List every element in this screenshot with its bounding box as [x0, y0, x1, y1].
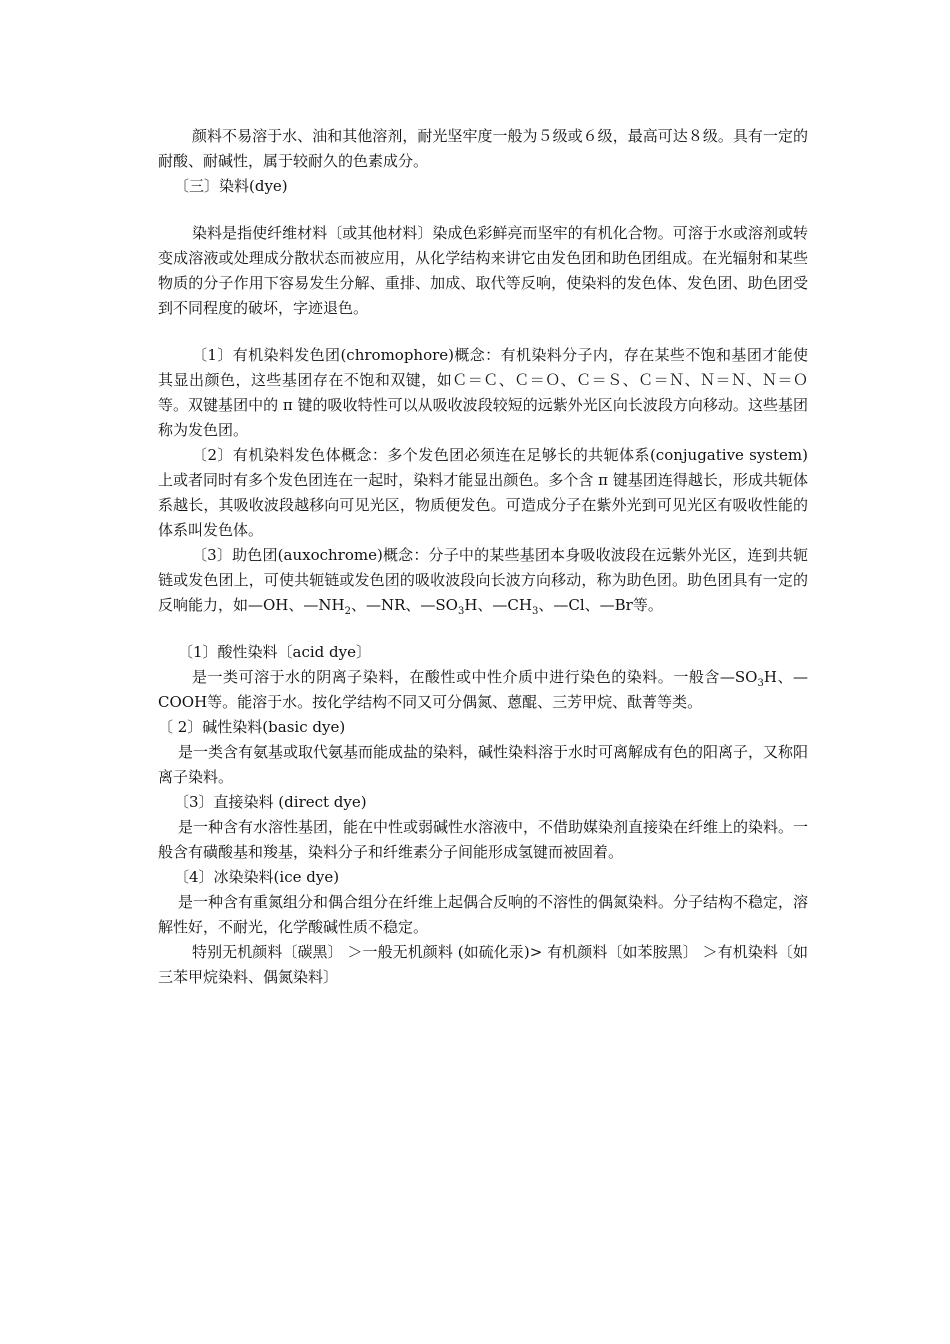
dye-paragraph: 染料是指使纤维材料〔或其他材料〕染成色彩鲜亮而坚牢的有机化合物。可溶于水或溶剂或转变成溶液或处理成分散状态而被应用，从化学结构来讲它由发色团和助色团组成。在光辐射和某些物质的分子作用下容易发生分解、重排、加成、取代等反响，使染料的发色体、发色团、助色团受到不同程度的破坏，字迹退色。 [158, 224, 808, 317]
chromophore-paragraph: 〔1〕有机染料发色团(chromophore)概念：有机染料分子内，存在某些不饱和基团才能使其显出颜色，这些基团存在不饱和双键，如Ｃ＝Ｃ、Ｃ＝Ｏ、Ｃ＝Ｓ、Ｃ＝Ｎ、Ｎ＝Ｎ、Ｎ＝Ｏ等。双键基团中的 π 键的吸收特性可以从吸收波段较短的远紫外光区向长波段方向移动。这些基团称为发色团。 [158, 346, 808, 439]
basic-dye-heading: 〔 2〕碱性染料(basic dye) [158, 718, 346, 736]
basic-dye-paragraph: 是一类含有氨基或取代氨基而能成盐的染料，碱性染料溶于水时可离解成有色的阳离子，又称阳离子染料。 [158, 743, 809, 786]
comparison-paragraph: 特别无机颜料〔碳黑〕 ＞一般无机颜料 (如硫化汞)> 有机颜料〔如苯胺黑〕 ＞有机染料〔如三苯甲烷染料、偶氮染料〕 [158, 943, 808, 986]
acid-dye-heading: 〔1〕酸性染料〔acid dye〕 [178, 643, 372, 661]
acid-subscript: 3 [757, 678, 764, 689]
acid-text-b: H、—COOH等。能溶于水。按化学结构不同又可分偶氮、蒽醌、三芳甲烷、酞菁等类。 [158, 668, 808, 711]
ice-dye-heading: 〔4〕冰染染料(ice dye) [174, 868, 340, 886]
direct-dye-paragraph: 是一种含有水溶性基团，能在中性或弱碱性水溶液中，不借助媒染剂直接染在纤维上的染料。一般含有磺酸基和羧基，染料分子和纤维素分子间能形成氢键而被固着。 [158, 818, 809, 861]
chromogen-paragraph: 〔2〕有机染料发色体概念：多个发色团必须连在足够长的共轭体系(conjugative system)上或者同时有多个发色团连在一起时，染料才能显出颜色。多个含 π 键基团连得越长，形成共轭体系越长，其吸收波段越移向可见光区，物质便发色。可造成分子在紫外光到可见光区有吸收性能的体系叫发色体。 [158, 446, 808, 539]
spacer [158, 618, 808, 640]
auxochrome-text-b: 、—NR、—SO [350, 596, 458, 614]
spacer [158, 199, 808, 221]
auxochrome-text-d: 、—Cl、—Br等。 [538, 596, 663, 614]
auxochrome-text-a: 〔3〕助色团(auxochrome)概念：分子中的某些基团本身吸收波段在远紫外光区，连到共轭链或发色团上，可使共轭链或发色团的吸收波段向长波方向移动，称为助色团。助色团具有一定的反响能力，如—OH、—NH [158, 546, 808, 614]
document-page [158, 124, 808, 990]
so-subscript: 3 [457, 606, 465, 617]
nh-subscript: 2 [344, 606, 351, 617]
auxochrome-text-c: H、—CH [464, 596, 532, 614]
acid-dye-paragraph [158, 665, 808, 715]
spacer [158, 321, 808, 343]
direct-dye-heading: 〔3〕直接染料 (direct dye) [174, 793, 367, 811]
ice-dye-paragraph: 是一种含有重氮组分和偶合组分在纤维上起偶合反响的不溶性的偶氮染料。分子结构不稳定，溶解性好，不耐光，化学酸碱性质不稳定。 [158, 893, 809, 936]
acid-text-a: 是一类可溶于水的阴离子染料，在酸性或中性介质中进行染色的染料。一般含—SO [192, 668, 758, 686]
auxochrome-paragraph [158, 543, 808, 618]
dye-heading: 〔三〕染料(dye) [174, 177, 288, 195]
pigment-paragraph: 颜料不易溶于水、油和其他溶剂，耐光坚牢度一般为５级或６级，最高可达８级。具有一定的耐酸、耐碱性，属于较耐久的色素成分。 [158, 127, 808, 170]
ch-subscript: 3 [531, 606, 539, 617]
